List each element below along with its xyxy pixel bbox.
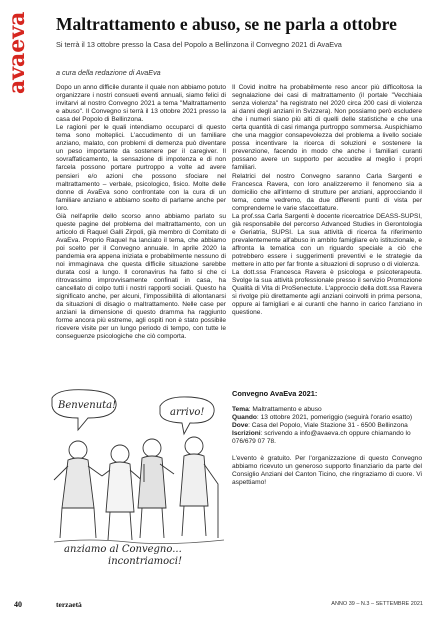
paragraph: Dopo un anno difficile durante il quale non abbiamo potuto organizzare i nostri consueti eventi annuali, siamo felici di invitarvi al nostro Convegno 2021 a tema "Maltrattamento e abuso". Il Convegno si terrà il 13 ottobre 2021 presso la casa del Popolo di Bellinzona. (56, 84, 226, 124)
caption-line-1: anziamo al Convegno... (64, 544, 182, 555)
bubble-right-text: arrivo! (170, 407, 205, 418)
issue-info: ANNO 39 – N.3 – SETTEMBRE 2021 (331, 601, 423, 607)
article-column-right (232, 84, 422, 384)
article-byline: a cura della redazione di AvaEva (56, 68, 161, 77)
figure-right (180, 437, 218, 538)
tema-value: : Maltrattamento e abuso (248, 406, 322, 414)
paragraph: La dott.ssa Francesca Ravera è psicologa e psicoterapeuta. Svolge la sua attività professionale presso il servizio Promozione Qualità di Vita di ProSenectute. L'approccio della dott.ssa Ravera si rivolge più direttamente agli anziani coinvolti in prima persona, oppure ai famigliari e ai curanti che hanno in carico l'anziano in questione. (232, 269, 422, 317)
article-headline: Maltrattamento e abuso, se ne parla a ottobre (56, 14, 397, 34)
iscrizioni-value: : scrivendo a info@avaeva.ch oppure chiamando lo 076/679 07 78. (232, 430, 411, 446)
info-row-iscrizioni (232, 430, 422, 446)
paragraph: Le ragioni per le quali intendiamo occuparci di questo tema sono molteplici. L'accudimento di un familiare anziano, malato, con problemi di demenza può diventare un peso importante da sostenere per il caregiver. Il sovraffaticamento, la sensazione di impotenza e di non farcela possono portare purtroppo a volte ad avere pensieri e/o azioni che possono sfociare nel maltrattamento – verbale, psicologico, fisico. Molte delle donne di AvaEva sono confrontate con la cura di un familiare anziano e abbiamo scelto di parlarne anche per loro. (56, 124, 226, 212)
figure-center (138, 439, 174, 538)
cartoon-illustration (48, 388, 228, 566)
page-number: 40 (14, 600, 22, 609)
info-row-quando (232, 414, 422, 422)
dove-label: Dove (232, 422, 249, 430)
event-note: L'evento è gratuito. Per l'organizzazione di questo Convegno abbiamo ricevuto un generoso supporto finanziario da parte del Consiglio Anziani del Canton Ticino, che ringraziamo di cuore. Vi aspettiamo! (232, 454, 422, 486)
paragraph: La prof.ssa Carla Sargenti è docente ricercatrice DEASS-SUPSI, già responsabile del percorso Advanced Studies in Gerontologia e Geriatria, SUPSI. La sua attività di ricerca fa riferimento prevalentemente all'abuso in ambito famigliare e/o istituzionale, e affronta la tematica con un riguardo speciale a ciò che potrebbero essere i suggerimenti preventivi e le strategie da mettere in atto per far fronte a situazioni di sopruso o di violenza. (232, 212, 422, 269)
dove-value: : Casa del Popolo, Viale Stazione 31 - 6500 Bellinzona (248, 422, 408, 430)
info-row-tema (232, 406, 422, 414)
figure-left (54, 441, 102, 538)
paragraph: Relatrici del nostro Convegno saranno Carla Sargenti e Francesca Ravera, con loro analizzeremo il fenomeno sia a domicilio che all'interno di strutture per anziani, approcciando il tema, come vedremo, da due differenti punti di vista per comprenderne le varie sfaccettature. (232, 172, 422, 212)
caption-line-2: incontriamoci! (108, 556, 182, 566)
info-row-dove (232, 422, 422, 430)
quando-value: : 13 ottobre 2021, pomeriggio (seguirà l'orario esatto) (256, 414, 413, 422)
paragraph: Il Covid inoltre ha probabilmente reso ancor più difficoltosa la segnalazione dei casi di maltrattamento (il portale "Vecchiaia senza violenza" ha registrato nel 2020 circa 200 casi di violenza ai danni degli anziani in Svizzera). Non possiamo però escludere che i numeri siano più alti di quelli delle statistiche e che una certa quantità di casi rimanga purtroppo sommersa. Auspichiamo che una maggior consapevolezza del problema a livello sociale possa incentivare la ricerca di soluzioni e sostenere la prevenzione, facendo in modo che anche i familiari curanti possano avere un supporto per accudire al meglio i propri familiari. (232, 84, 422, 172)
article-column-left (56, 84, 226, 384)
magazine-name: terzaetà (56, 600, 82, 609)
page-footer (0, 596, 437, 618)
figure-middle (102, 445, 144, 540)
iscrizioni-label: Iscrizioni (232, 430, 261, 438)
side-band (0, 0, 38, 618)
tema-label: Tema (232, 406, 249, 414)
bubble-left-text: Benvenuta! (58, 400, 117, 411)
article-subhead: Si terrà il 13 ottobre presso la Casa del Popolo a Bellinzona il Convegno 2021 di AvaEva (56, 40, 342, 49)
quando-label: Quando (232, 414, 257, 422)
event-info-title: Convegno AvaEva 2021: (232, 389, 318, 398)
avaeva-logo: avaeva (4, 11, 30, 94)
event-info-box (232, 390, 422, 487)
paragraph: Già nell'aprile dello scorso anno abbiamo parlato su queste pagine del problema del maltrattamento, con un articolo di Raquel Galli Zirpoli, già membro di Comitato di AvaEva. Proprio Raquel ha lanciato il tema, che abbiamo poi scelto per il Convegno annuale. In aprile 2020 la pandemia era appena iniziata e probabilmente nessuno di noi immaginava che questa difficile situazione sarebbe durata così a lungo. Il coronavirus ha fatto sì che ci ritrovassimo improvvisamente confinati in casa, ha cancellato di colpo tutti i nostri rapporti sociali. Questo ha significato anche, per alcuni, l'impossibilità di allontanarsi da situazioni di disagio o maltrattamento. Nelle case per anziani la dimensione di questo dramma ha raggiunto forme ancora più estreme, agli ospiti non è stato possibile ricevere visite per un lungo periodo di tempo, con tutte le conseguenze psicologiche che ciò comporta. (56, 212, 226, 341)
